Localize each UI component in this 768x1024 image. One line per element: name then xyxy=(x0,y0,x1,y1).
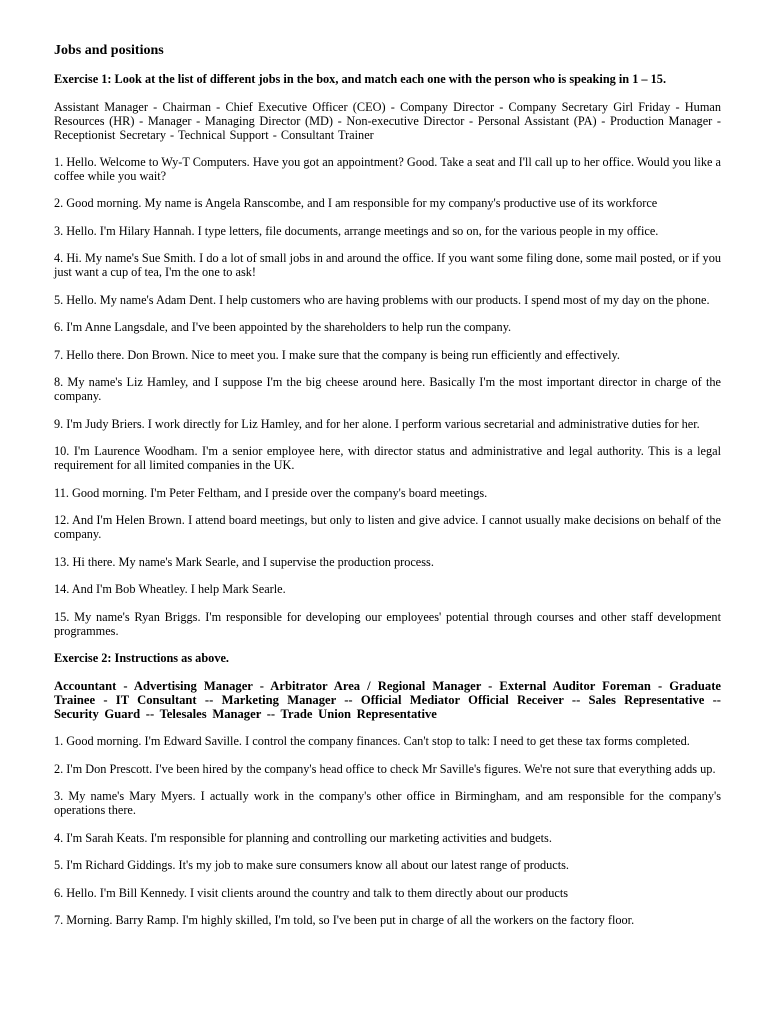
exercise-1-item: 14. And I'm Bob Wheatley. I help Mark Searle. xyxy=(54,582,286,596)
exercise-1-job-list: Assistant Manager - Chairman - Chief Executive Officer (CEO) - Company Director - Company Secretary Girl Friday - Human Resources (HR) - Manager - Managing Director (MD) - Non-executive Director - Personal Assistant (PA) - Production Manager - Receptionist Secretary - Technical Support - Consultant Trainer xyxy=(54,99,721,142)
exercise-1-item: 2. Good morning. My name is Angela Ranscombe, and I am responsible for my company's productive use of its workforce xyxy=(54,196,658,210)
exercise-1-item: 12. And I'm Helen Brown. I attend board meetings, but only to listen and give advice. I cannot usually make decisions on behalf of the company. xyxy=(54,513,721,541)
exercise-2-item: 1. Good morning. I'm Edward Saville. I control the company finances. Can't stop to talk: I need to get these tax forms completed. xyxy=(54,734,690,749)
exercise-1-item: 13. Hi there. My name's Mark Searle, and I supervise the production process. xyxy=(54,554,434,569)
exercise-2-heading: Exercise 2: Instructions as above. xyxy=(54,651,229,665)
exercise-1-item: 5. Hello. My name's Adam Dent. I help customers who are having problems with our products. I spend most of my day on the phone. xyxy=(54,292,710,307)
exercise-2-item: 2. I'm Don Prescott. I've been hired by the company's head office to check Mr Saville's figures. We're not sure that everything adds up. xyxy=(54,761,716,776)
exercise-1-item: 6. I'm Anne Langsdale, and I've been appointed by the shareholders to help run the company. xyxy=(54,320,512,334)
exercise-2-job-list: Accountant - Advertising Manager - Arbitrator Area / Regional Manager - External Auditor Foreman - Graduate Trainee - IT Consultant -- Marketing Manager -- Official Mediator Official Receiver -- Sales Representative -- Security Guard -- Telesales Manager -- Trade Union Representative xyxy=(54,678,721,722)
exercise-1-items xyxy=(54,155,721,638)
document-page xyxy=(54,42,721,941)
exercise-1-item: 3. Hello. I'm Hilary Hannah. I type letters, file documents, arrange meetings and so on, for the various people in my office. xyxy=(54,223,659,238)
exercise-1-item: 9. I'm Judy Briers. I work directly for Liz Hamley, and for her alone. I perform various secretarial and administrative duties for her. xyxy=(54,416,700,431)
exercise-2-item: 7. Morning. Barry Ramp. I'm highly skilled, I'm told, so I've been put in charge of all the workers on the factory floor. xyxy=(54,913,635,928)
exercise-1-item: 11. Good morning. I'm Peter Feltham, and I preside over the company's board meetings. xyxy=(54,485,488,500)
exercise-1-heading: Exercise 1: Look at the list of different jobs in the box, and match each one with the person who is speaking in 1 – 15. xyxy=(54,72,667,86)
exercise-2-item: 6. Hello. I'm Bill Kennedy. I visit clients around the country and talk to them directly about our products xyxy=(54,885,569,900)
exercise-1-item: 1. Hello. Welcome to Wy-T Computers. Have you got an appointment? Good. Take a seat and I'll call up to her office. Would you like a coffee while you wait? xyxy=(54,154,721,183)
exercise-1-item: 15. My name's Ryan Briggs. I'm responsible for developing our employees' potential through courses and other staff development programmes. xyxy=(54,609,721,638)
exercise-2-item: 3. My name's Mary Myers. I actually work in the company's other office in Birmingham, and am responsible for the company's operations there. xyxy=(54,789,721,818)
exercise-1-item: 10. I'm Laurence Woodham. I'm a senior employee here, with director status and administrative and legal authority. This is a legal requirement for all limited companies in the UK. xyxy=(54,444,721,472)
exercise-1-item: 8. My name's Liz Hamley, and I suppose I'm the big cheese around here. Basically I'm the most important director in charge of the company. xyxy=(54,375,721,403)
exercise-1-item: 7. Hello there. Don Brown. Nice to meet you. I make sure that the company is being run efficiently and effectively. xyxy=(54,347,620,362)
exercise-2-item: 5. I'm Richard Giddings. It's my job to make sure consumers know all about our latest range of products. xyxy=(54,858,569,873)
page-title: Jobs and positions xyxy=(54,43,164,58)
exercise-2-item: 4. I'm Sarah Keats. I'm responsible for planning and controlling our marketing activities and budgets. xyxy=(54,830,552,845)
exercise-2-items xyxy=(54,734,721,927)
exercise-1-item: 4. Hi. My name's Sue Smith. I do a lot of small jobs in and around the office. If you want some filing done, some mail posted, or if you just want a cup of tea, I'm the one to ask! xyxy=(54,251,721,279)
